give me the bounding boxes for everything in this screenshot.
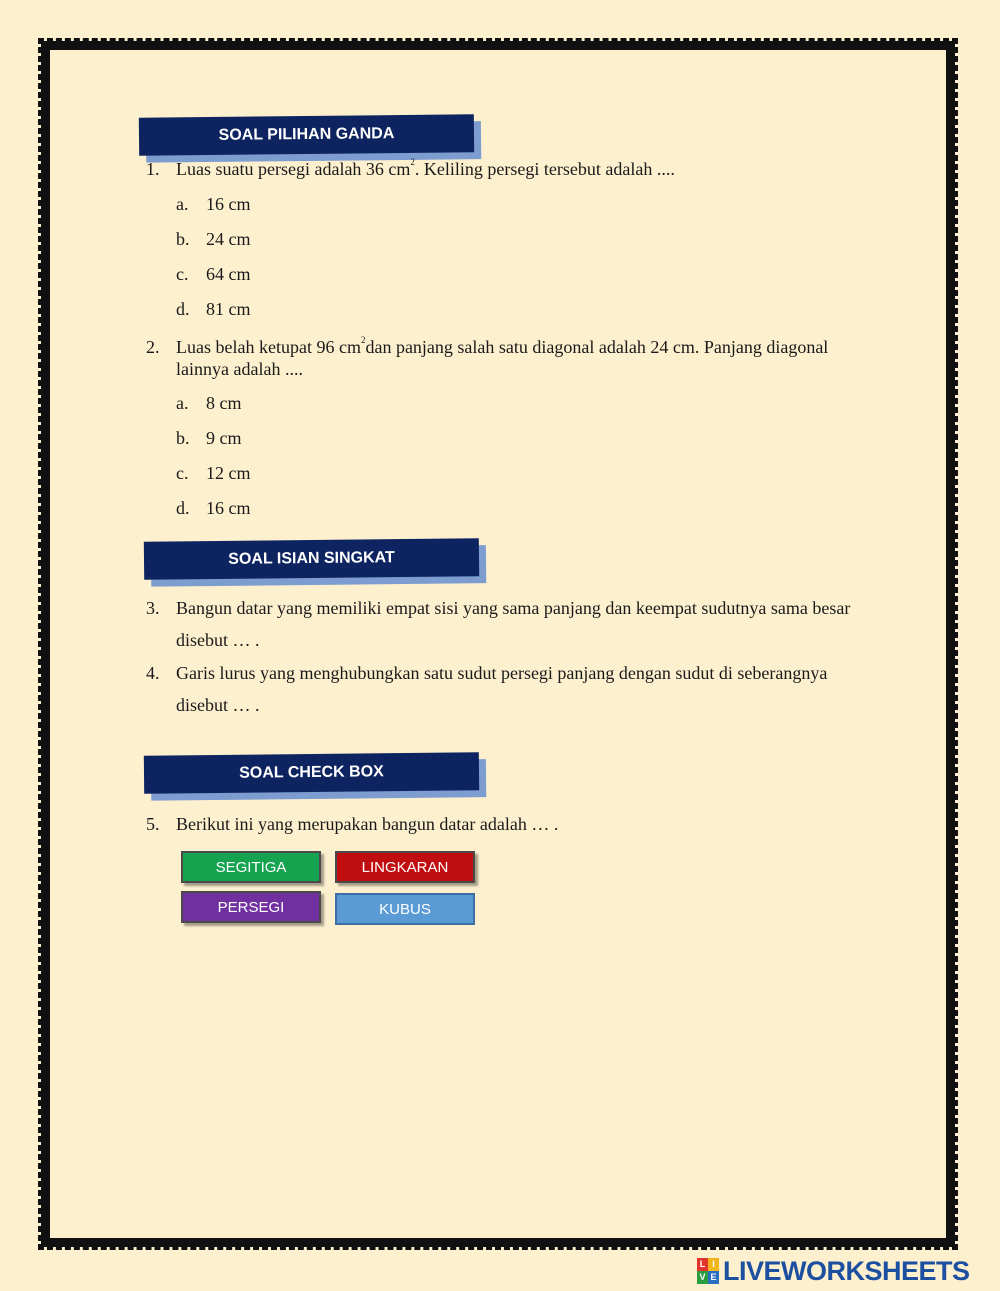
question-4 bbox=[146, 662, 906, 718]
question-5 bbox=[146, 813, 906, 837]
logo-text: LIVEWORKSHEETS bbox=[723, 1255, 970, 1286]
question-2 bbox=[146, 336, 906, 382]
question-number: 4. bbox=[146, 663, 160, 683]
question-text-line2: disebut … . bbox=[176, 630, 260, 650]
question-1 bbox=[146, 158, 906, 182]
section-title: SOAL CHECK BOX bbox=[239, 763, 384, 782]
section-title: SOAL ISIAN SINGKAT bbox=[228, 549, 395, 568]
question-text: Luas suatu persegi adalah 36 $cm^2$. Keliling persegi tersebut adalah .... bbox=[176, 157, 675, 179]
section-banner-isian-singkat bbox=[144, 538, 479, 580]
question-text: Bangun datar yang memiliki empat sisi yang sama panjang dan keempat sudutnya sama besar bbox=[176, 598, 851, 618]
choice-kubus[interactable]: KUBUS bbox=[335, 893, 475, 925]
section-banner-check-box bbox=[144, 752, 479, 794]
choice-lingkaran[interactable]: LINGKARAN bbox=[335, 851, 475, 883]
question-number: 2. bbox=[146, 337, 160, 357]
question-text-line2: disebut … . bbox=[176, 695, 260, 715]
question-text: Luas belah ketupat 96 $cm^2dan$ panjang salah satu diagonal adalah 24 cm. Panjang diagonal bbox=[176, 335, 829, 357]
question-number: 3. bbox=[146, 598, 160, 618]
choice-segitiga[interactable]: SEGITIGA bbox=[181, 851, 321, 883]
question-text: Berikut ini yang merupakan bangun datar adalah … . bbox=[176, 814, 559, 834]
question-number: 5. bbox=[146, 814, 160, 834]
question-3 bbox=[146, 597, 906, 653]
section-title: SOAL PILIHAN GANDA bbox=[218, 125, 395, 144]
logo-icon: L I V E bbox=[697, 1258, 719, 1284]
choice-persegi[interactable]: PERSEGI bbox=[181, 891, 321, 923]
section-banner-pilihan-ganda bbox=[139, 114, 474, 156]
question-number: 1. bbox=[146, 159, 160, 179]
liveworksheets-logo bbox=[697, 1256, 970, 1286]
question-text-line2: lainnya adalah .... bbox=[176, 359, 303, 379]
question-text: Garis lurus yang menghubungkan satu sudut persegi panjang dengan sudut di seberangnya bbox=[176, 663, 828, 683]
